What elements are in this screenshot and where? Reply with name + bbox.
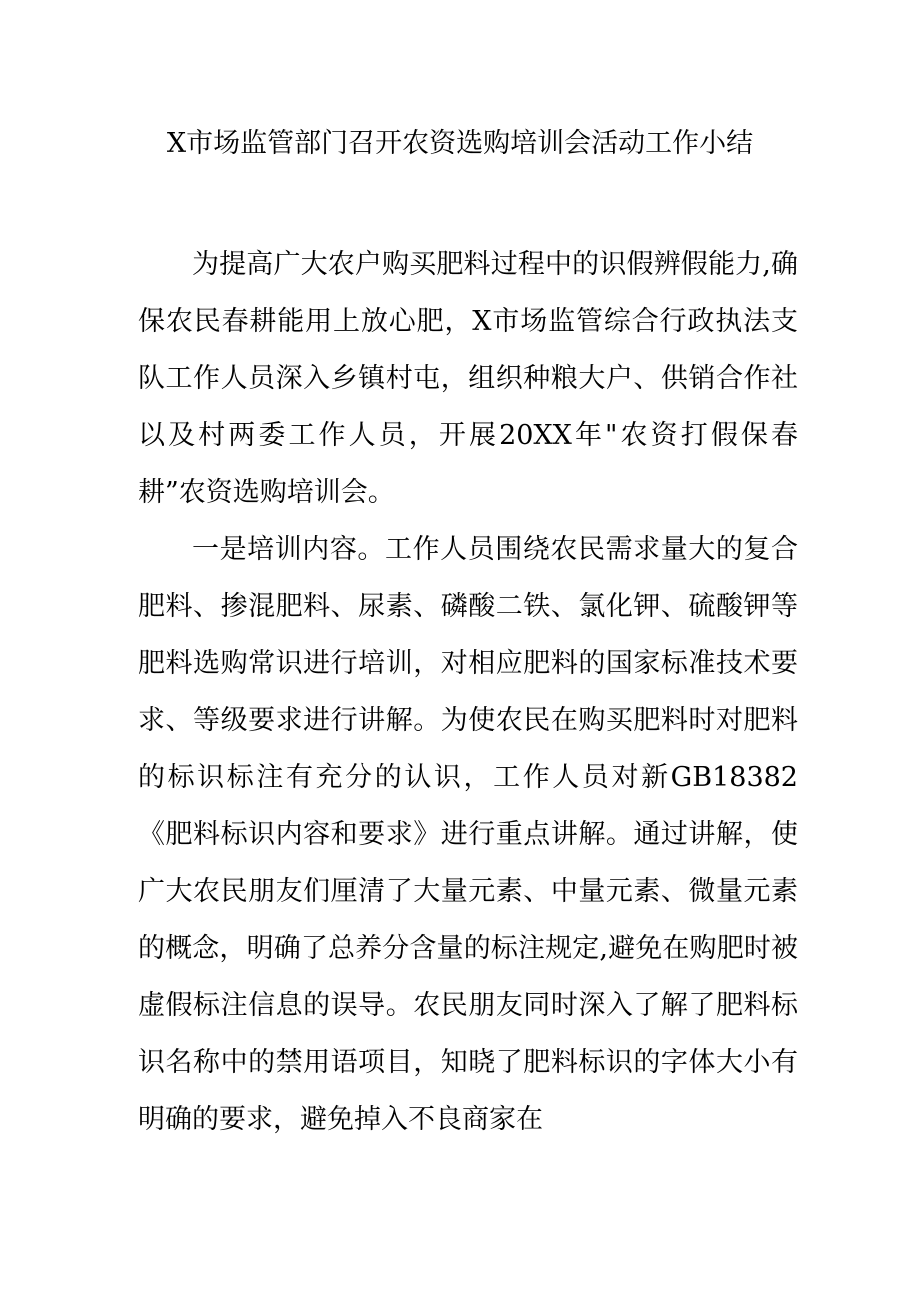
paragraph-intro: 为提高广大农户购买肥料过程中的识假辨假能力,确保农民春耕能用上放心肥，X市场监管综合行政执法支队工作人员深入乡镇村屯，组织种粮大户、供销合作社以及村两委工作人员，开展20XX年"农资打假保春耕”农资选购培训会。 — [138, 249, 798, 508]
document-title: X市场监管部门召开农资选购培训会活动工作小结 — [166, 128, 754, 159]
paragraph-training-content: 一是培训内容。工作人员围绕农民需求量大的复合肥料、掺混肥料、尿素、磷酸二铁、氯化钾、硫酸钾等肥料选购常识进行培训，对相应肥料的国家标准技术要求、等级要求进行讲解。为使农民在购买肥料时对肥料的标识标注有充分的认识，工作人员对新GB18382《肥料标识内容和要求》进行重点讲解。通过讲解，使广大农民朋友们厘清了大量元素、中量元素、微量元素的概念，明确了总养分含量的标注规定,避免在购肥时被虚假标注信息的误导。农民朋友同时深入了解了肥料标识名称中的禁用语项目，知晓了肥料标识的字体大小有明确的要求，避免掉入不良商家在 — [138, 534, 798, 1135]
document-body — [138, 236, 798, 1148]
